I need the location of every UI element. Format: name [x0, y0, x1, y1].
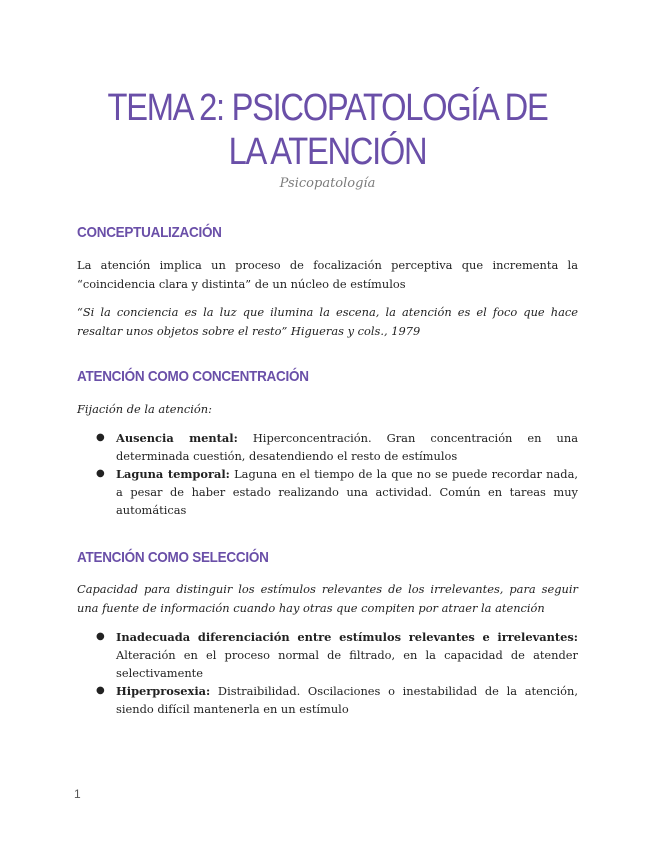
list-item-term: Laguna temporal: — [116, 467, 230, 481]
list-item — [77, 628, 578, 682]
bullet-icon: ● — [96, 468, 105, 479]
list-item-text: Distraibilidad. Oscilaciones o inestabilidad de la atención, siendo difícil mantenerla en un estímulo — [116, 684, 578, 716]
section-intro: Capacidad para distinguir los estímulos relevantes de los irrelevantes, para seguir una fuente de información cuando hay otras que compiten por atraer la atención — [77, 582, 578, 615]
list-item — [77, 682, 578, 718]
list-item — [77, 429, 578, 465]
section-quote: “Si la conciencia es la luz que ilumina la escena, la atención es el foco que hace resaltar unos objetos sobre el resto” Higueras y cols., 1979 — [77, 305, 578, 338]
list-item-term: Ausencia mental: — [116, 431, 238, 445]
page-number: 1 — [74, 787, 81, 801]
bullet-icon: ● — [96, 432, 105, 443]
section-heading-concentracion: ATENCIÓN COMO CONCENTRACIÓN — [77, 368, 309, 385]
bullet-icon: ● — [96, 631, 105, 642]
list-item-text: Alteración en el proceso normal de filtrado, en la capacidad de atender selectivamente — [116, 648, 578, 680]
list-item-text: Laguna en el tiempo de la que no se puede recordar nada, a pesar de haber estado realizando una actividad. Común en tareas muy automáticas — [116, 467, 578, 517]
document-title: TEMA 2: PSICOPATOLOGÍA DE LA ATENCIÓN — [107, 87, 548, 173]
list-item — [77, 465, 578, 519]
section-paragraph: La atención implica un proceso de focalización perceptiva que incrementa la “coincidencia clara y distinta” de un núcleo de estímulos — [77, 258, 578, 291]
bullet-list-concentracion — [77, 429, 578, 519]
bullet-icon: ● — [96, 685, 105, 696]
section-heading-seleccion: ATENCIÓN COMO SELECCIÓN — [77, 549, 269, 566]
section-intro: Fijación de la atención: — [77, 402, 212, 416]
list-item-text: Hiperconcentración. Gran concentración en una determinada cuestión, desatendiendo el resto de estímulos — [116, 431, 578, 463]
list-item-term: Inadecuada diferenciación entre estímulos relevantes e irrelevantes: — [116, 630, 578, 644]
section-heading-conceptualizacion: CONCEPTUALIZACIÓN — [77, 224, 222, 241]
document-subtitle: Psicopatología — [279, 176, 376, 191]
bullet-list-seleccion — [77, 628, 578, 718]
list-item-term: Hiperprosexia: — [116, 684, 211, 698]
